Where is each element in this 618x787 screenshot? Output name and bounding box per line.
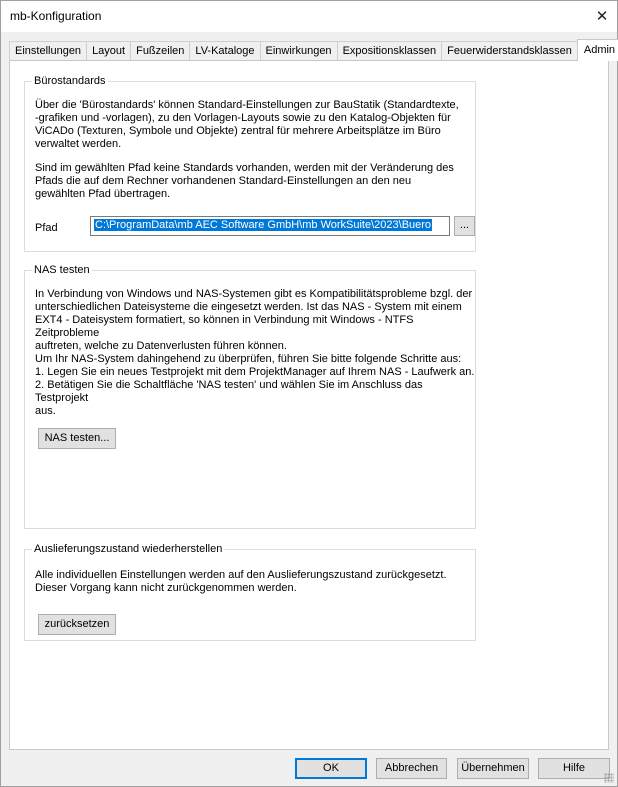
help-button[interactable]: Hilfe bbox=[538, 758, 610, 779]
buero-standards-group bbox=[24, 75, 476, 252]
path-value: C:\ProgramData\mb AEC Software GmbH\mb WorkSuite\2023\Buero bbox=[95, 219, 432, 231]
reset-title: Auslieferungszustand wiederherstellen bbox=[34, 543, 223, 555]
tab-bar bbox=[9, 40, 618, 61]
window-title: mb-Konfiguration bbox=[10, 9, 102, 23]
cancel-button[interactable]: Abbrechen bbox=[376, 758, 447, 779]
tab-lv-kataloge[interactable]: LV-Kataloge bbox=[189, 41, 260, 61]
nas-test-button[interactable]: NAS testen... bbox=[38, 428, 116, 449]
tab-layout[interactable]: Layout bbox=[86, 41, 131, 61]
ok-button[interactable]: OK bbox=[295, 758, 367, 779]
buero-standards-description: Über die 'Bürostandards' können Standard-Einstellungen zur BauStatik (Standardtexte, -grafiken und -vorlagen), zu den Vorlagen-Layouts sowie zu den Katalog-Objekten für ViCADo (Texturen, Symbole und Objekte) zentral für mehrere Arbeitsplätze im Büro verwaltet werden. bbox=[35, 99, 459, 150]
browse-button[interactable]: ... bbox=[454, 216, 475, 236]
buero-standards-note: Sind im gewählten Pfad keine Standards vorhanden, werden mit der Veränderung des Pfads die auf dem Rechner vorhandenen Standard-Einstellungen an den neu gewählten Pfad übertragen. bbox=[35, 162, 454, 200]
tab-admin[interactable]: Admin bbox=[577, 39, 618, 61]
tab-expositionsklassen[interactable]: Expositionsklassen bbox=[337, 41, 443, 61]
admin-panel bbox=[9, 60, 609, 750]
nas-test-title: NAS testen bbox=[34, 264, 90, 276]
resize-grip[interactable] bbox=[604, 773, 614, 783]
path-input[interactable] bbox=[90, 216, 450, 236]
buero-standards-title: Bürostandards bbox=[34, 75, 106, 87]
reset-button[interactable]: zurücksetzen bbox=[38, 614, 116, 635]
tab-feuerwiderstandsklassen[interactable]: Feuerwiderstandsklassen bbox=[441, 41, 578, 61]
nas-test-group bbox=[24, 264, 476, 529]
apply-button[interactable]: Übernehmen bbox=[457, 758, 529, 779]
close-icon[interactable]: ✕ bbox=[595, 8, 609, 25]
tab-fusszeilen[interactable]: Fußzeilen bbox=[130, 41, 190, 61]
nas-test-description: In Verbindung von Windows und NAS-Systemen gibt es Kompatibilitätsprobleme bzgl. der unterschiedlichen Dateisysteme die eingesetzt werden. Ist das NAS - System mit einem EXT4 - Dateisystem formatiert, so können in Verbindung mit Windows - NTFS Zeitprobleme auftreten, welche zu Datenverlusten führen können. bbox=[35, 288, 473, 352]
title-bar bbox=[1, 1, 617, 32]
path-label: Pfad bbox=[35, 222, 58, 234]
tab-einwirkungen[interactable]: Einwirkungen bbox=[260, 41, 338, 61]
reset-group bbox=[24, 543, 476, 641]
tab-einstellungen[interactable]: Einstellungen bbox=[9, 41, 87, 61]
reset-description: Alle individuellen Einstellungen werden auf den Auslieferungszustand zurückgesetzt. Dieser Vorgang kann nicht zurückgenommen werden. bbox=[35, 569, 447, 594]
nas-test-steps: Um Ihr NAS-System dahingehend zu überprüfen, führen Sie bitte folgende Schritte aus: 1. Legen Sie ein neues Testprojekt mit dem ProjektManager auf Ihrem NAS - Laufwerk an. 2. Betätigen Sie die Schaltfläche 'NAS testen' und wählen Sie im Anschluss das Testprojekt aus. bbox=[35, 353, 475, 417]
